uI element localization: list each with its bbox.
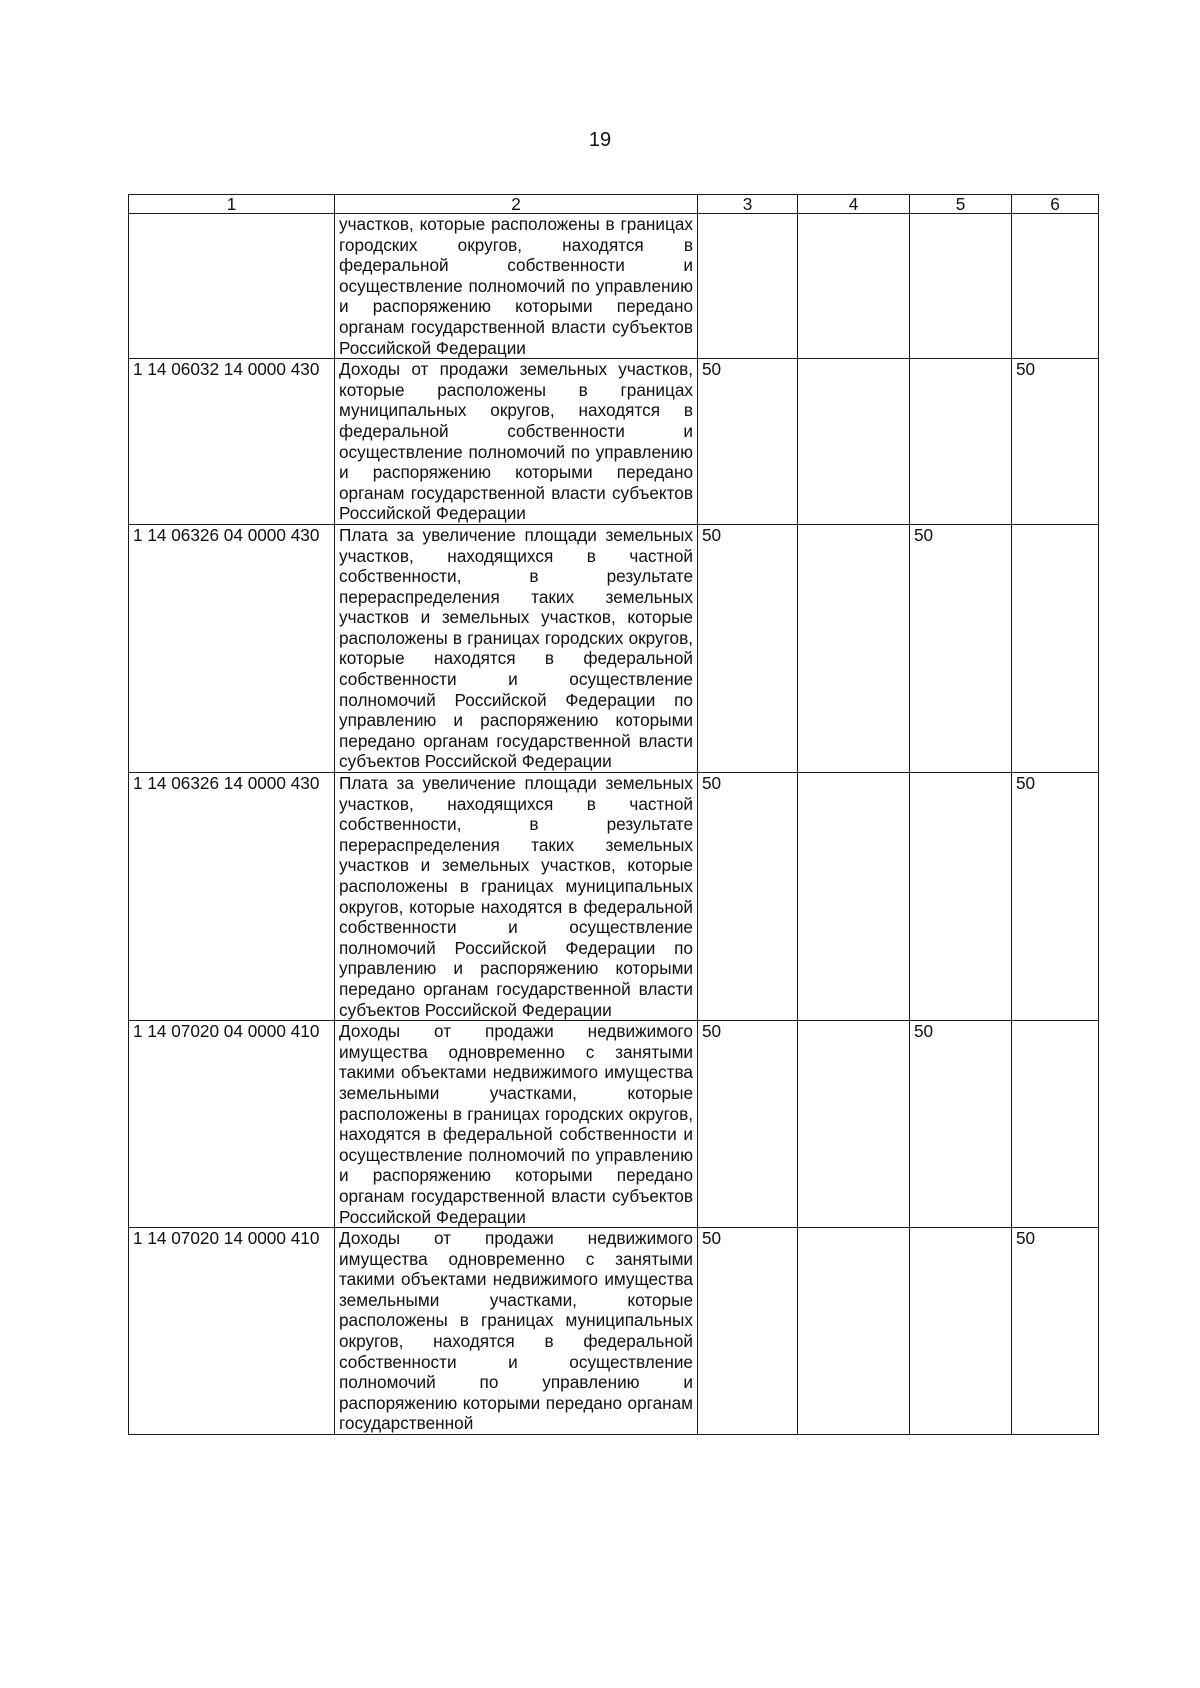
- value-cell-col3: 50: [698, 359, 798, 525]
- value-cell-col6: [1012, 524, 1099, 772]
- value-cell-col5: 50: [910, 524, 1012, 772]
- revenue-code-cell: 1 14 06032 14 0000 430: [129, 359, 335, 525]
- revenue-code-cell: 1 14 06326 14 0000 430: [129, 773, 335, 1021]
- revenue-code-cell: 1 14 06326 04 0000 430: [129, 524, 335, 772]
- revenue-description-cell: Доходы от продажи недвижимого имущества одновременно с занятыми такими объектами недвижимого имущества земельными участками, которые расположены в границах городских округов, находятся в федеральной собственности и осуществление полномочий по управлению и распоряжению которыми передано органам государственной власти субъектов Российской Федерации: [335, 1021, 698, 1228]
- value-cell-col4: [798, 773, 910, 1021]
- value-cell-col5: [910, 214, 1012, 359]
- value-cell-col4: [798, 1021, 910, 1228]
- column-header-3: 3: [698, 195, 798, 214]
- column-header-4: 4: [798, 195, 910, 214]
- table-row: [129, 773, 1099, 1021]
- table-row: [129, 1021, 1099, 1228]
- value-cell-col5: [910, 773, 1012, 1021]
- value-cell-col5: 50: [910, 1021, 1012, 1228]
- revenue-code-cell: [129, 214, 335, 359]
- table-row: [129, 524, 1099, 772]
- table-row: [129, 359, 1099, 525]
- value-cell-col3: 50: [698, 524, 798, 772]
- value-cell-col3: 50: [698, 773, 798, 1021]
- value-cell-col3: [698, 214, 798, 359]
- revenue-code-cell: 1 14 07020 14 0000 410: [129, 1228, 335, 1435]
- value-cell-col4: [798, 524, 910, 772]
- revenue-description-cell: Доходы от продажи недвижимого имущества одновременно с занятыми такими объектами недвижимого имущества земельными участками, которые расположены в границах муниципальных округов, находятся в федеральной собственности и осуществление полномочий по управлению и распоряжению которыми передано органам государственной: [335, 1228, 698, 1435]
- value-cell-col4: [798, 1228, 910, 1435]
- table-row: [129, 214, 1099, 359]
- revenue-table: [128, 194, 1099, 1435]
- table-header-row: [129, 195, 1099, 214]
- column-header-2: 2: [335, 195, 698, 214]
- value-cell-col4: [798, 359, 910, 525]
- value-cell-col6: [1012, 214, 1099, 359]
- page-number: 19: [588, 129, 612, 151]
- value-cell-col6: 50: [1012, 359, 1099, 525]
- value-cell-col6: 50: [1012, 1228, 1099, 1435]
- value-cell-col3: 50: [698, 1021, 798, 1228]
- revenue-description-cell: Плата за увеличение площади земельных участков, находящихся в частной собственности, в результате перераспределения таких земельных участков и земельных участков, которые расположены в границах муниципальных округов, которые находятся в федеральной собственности и осуществление полномочий Российской Федерации по управлению и распоряжению которыми передано органам государственной власти субъектов Российской Федерации: [335, 773, 698, 1021]
- revenue-description-cell: Плата за увеличение площади земельных участков, находящихся в частной собственности, в результате перераспределения таких земельных участков и земельных участков, которые расположены в границах городских округов, которые находятся в федеральной собственности и осуществление полномочий Российской Федерации по управлению и распоряжению которыми передано органам государственной власти субъектов Российской Федерации: [335, 524, 698, 772]
- value-cell-col5: [910, 359, 1012, 525]
- column-header-6: 6: [1012, 195, 1099, 214]
- value-cell-col6: [1012, 1021, 1099, 1228]
- value-cell-col3: 50: [698, 1228, 798, 1435]
- table-row: [129, 1228, 1099, 1435]
- value-cell-col4: [798, 214, 910, 359]
- column-header-5: 5: [910, 195, 1012, 214]
- revenue-description-cell: Доходы от продажи земельных участков, которые расположены в границах муниципальных округов, находятся в федеральной собственности и осуществление полномочий по управлению и распоряжению которыми передано органам государственной власти субъектов Российской Федерации: [335, 359, 698, 525]
- column-header-1: 1: [129, 195, 335, 214]
- value-cell-col6: 50: [1012, 773, 1099, 1021]
- revenue-description-cell: участков, которые расположены в границах городских округов, находятся в федеральной собственности и осуществление полномочий по управлению и распоряжению которыми передано органам государственной власти субъектов Российской Федерации: [335, 214, 698, 359]
- value-cell-col5: [910, 1228, 1012, 1435]
- revenue-code-cell: 1 14 07020 04 0000 410: [129, 1021, 335, 1228]
